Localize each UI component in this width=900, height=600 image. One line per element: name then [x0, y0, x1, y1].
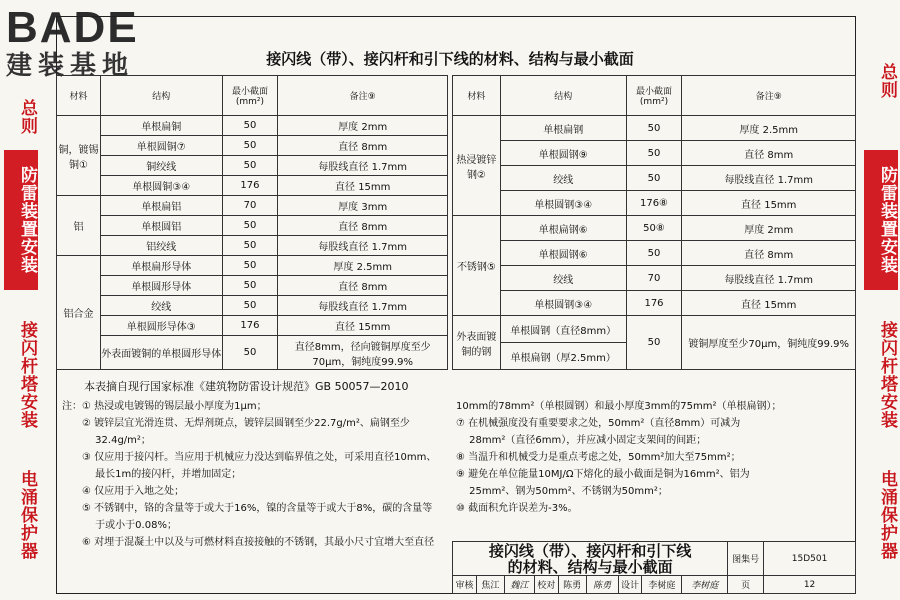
header-structure: 结构	[100, 76, 222, 116]
remark-cell: 直径 8mm	[278, 216, 448, 236]
right-material-table	[452, 75, 856, 370]
remark-cell: 厚度 2.5mm	[278, 256, 448, 276]
area-cell: 50	[626, 316, 682, 370]
review-label: 审核	[453, 576, 477, 594]
material-cell: 铝	[57, 196, 101, 256]
remark-cell: 直径 8mm	[682, 241, 856, 266]
area-cell: 50	[222, 256, 278, 276]
remark-cell: 直径 15mm	[278, 316, 448, 336]
area-cell: 176	[222, 316, 278, 336]
structure-cell: 单根圆钢③④	[500, 191, 626, 216]
structure-cell: 单根圆形导体	[100, 276, 222, 296]
notes-left	[62, 398, 436, 551]
remark-cell: 厚度 2mm	[278, 116, 448, 136]
side-tab-left-rod-tower[interactable]: 接闪杆塔安装	[17, 321, 37, 429]
remark-cell: 镀铜厚度至少70μm，铜纯度99.9%	[682, 316, 856, 370]
remark-cell: 每股线直径 1.7mm	[682, 166, 856, 191]
area-cell: 50⑧	[626, 216, 682, 241]
area-cell: 176	[222, 176, 278, 196]
atlas-number: 15D501	[764, 542, 856, 576]
note-line: ③ 仅应用于接闪杆。当应用于机械应力没达到临界值之处，可采用直径10mm、	[62, 452, 437, 463]
structure-cell: 绞线	[500, 266, 626, 291]
area-cell: 50	[222, 336, 278, 370]
structure-cell: 单根扁形导体	[100, 256, 222, 276]
header-structure: 结构	[500, 76, 626, 116]
structure-cell: 单根扁铝	[100, 196, 222, 216]
drawing-title-line2: 的材料、结构与最小截面	[507, 557, 673, 576]
area-cell: 176⑧	[626, 191, 682, 216]
side-tab-right-lightning-install[interactable]: 防雷装置安装	[864, 150, 898, 290]
area-cell: 70	[222, 196, 278, 216]
area-cell: 50	[626, 141, 682, 166]
area-cell: 50	[222, 216, 278, 236]
drawing-title-line1: 接闪线（带）、接闪杆和引下线	[488, 541, 692, 560]
page-title: 接闪线（带）、接闪杆和引下线的材料、结构与最小截面	[266, 50, 634, 68]
area-cell: 176	[626, 291, 682, 316]
note-line: ② 镀锌层宜光滑连贯、无焊剂斑点，镀锌层圆钢至少22.7g/m²、扁钢至少	[62, 418, 410, 429]
logo-brand: BADE	[6, 3, 139, 52]
note-line: 28mm²（直径6mm），并应减小固定支架间的间距；	[456, 435, 707, 446]
designer-signature: 李树庭	[682, 576, 728, 594]
structure-cell: 单根圆钢（直径8mm）	[500, 316, 626, 343]
note-line: ④ 仅应用于入地之处；	[62, 486, 185, 497]
remark-cell: 厚度 2.5mm	[682, 116, 856, 141]
remark-cell: 直径 8mm	[278, 136, 448, 156]
structure-cell: 单根圆形导体③	[100, 316, 222, 336]
title-block	[452, 541, 856, 594]
page-number: 12	[764, 576, 856, 594]
note-line: 最长1m的接闪杆，并增加固定；	[62, 469, 242, 480]
note-line: ⑧ 当温升和机械受力是重点考虑之处，50mm²加大至75mm²；	[456, 452, 741, 463]
header-material: 材料	[57, 76, 101, 116]
source-note: 本表摘自现行国家标准《建筑物防雷设计规范》GB 50057—2010	[84, 380, 409, 393]
remark-cell: 每股线直径 1.7mm	[682, 266, 856, 291]
remark-cell: 直径 8mm	[278, 276, 448, 296]
notes-right	[456, 398, 781, 517]
structure-cell: 单根圆钢⑨	[500, 141, 626, 166]
note-line: ⑩ 截面积允许误差为-3%。	[456, 503, 578, 514]
structure-cell: 单根圆铝	[100, 216, 222, 236]
area-cell: 70	[626, 266, 682, 291]
page-label: 页	[728, 576, 764, 594]
side-tab-left-general[interactable]: 总则	[17, 99, 37, 135]
remark-cell: 直径8mm，径向镀铜厚度至少70μm，铜纯度99.9%	[278, 336, 448, 370]
structure-cell: 绞线	[100, 296, 222, 316]
structure-cell: 单根圆铜⑦	[100, 136, 222, 156]
proofer-name: 陈勇	[558, 576, 586, 594]
header-min-area: 最小截面 (mm²)	[626, 76, 682, 116]
note-line: 25mm²、钢为50mm²、不锈钢为50mm²；	[456, 486, 668, 497]
design-label: 设计	[618, 576, 642, 594]
material-cell: 铝合金	[57, 256, 101, 370]
drawing-title	[453, 542, 728, 576]
remark-cell: 直径 15mm	[278, 176, 448, 196]
area-cell: 50	[222, 276, 278, 296]
structure-cell: 单根圆钢⑥	[500, 241, 626, 266]
remark-cell: 每股线直径 1.7mm	[278, 236, 448, 256]
area-cell: 50	[222, 296, 278, 316]
header-remark: 备注⑨	[278, 76, 448, 116]
note-line: ⑤ 不锈钢中，铬的含量等于或大于16%，镍的含量等于或大于8%，碳的含量等	[62, 503, 433, 514]
side-tab-right-general[interactable]: 总则	[877, 63, 897, 99]
remark-cell: 直径 8mm	[682, 141, 856, 166]
remark-cell: 厚度 2mm	[682, 216, 856, 241]
structure-cell: 铝绞线	[100, 236, 222, 256]
remark-cell: 每股线直径 1.7mm	[278, 156, 448, 176]
header-remark: 备注⑨	[682, 76, 856, 116]
note-line: ⑨ 避免在单位能量10MJ/Ω下熔化的最小截面是铜为16mm²、铝为	[456, 469, 750, 480]
remark-cell: 直径 15mm	[682, 291, 856, 316]
structure-cell: 铜绞线	[100, 156, 222, 176]
reviewer-signature: 魏江	[504, 576, 534, 594]
remark-cell: 每股线直径 1.7mm	[278, 296, 448, 316]
reviewer-name: 焦江	[476, 576, 504, 594]
remark-cell: 直径 15mm	[682, 191, 856, 216]
area-cell: 50	[222, 156, 278, 176]
structure-cell: 单根扁铜	[100, 116, 222, 136]
structure-cell: 单根圆钢③④	[500, 291, 626, 316]
side-tab-right-rod-tower[interactable]: 接闪杆塔安装	[877, 321, 897, 429]
material-cell: 不锈钢⑤	[453, 216, 501, 316]
header-min-area: 最小截面 (mm²)	[222, 76, 278, 116]
material-cell: 铜，镀锡铜①	[57, 116, 101, 196]
header-material: 材料	[453, 76, 501, 116]
area-cell: 50	[222, 136, 278, 156]
side-tab-left-surge-protector[interactable]: 电涌保护器	[17, 470, 37, 560]
remark-cell: 厚度 3mm	[278, 196, 448, 216]
structure-cell: 单根扁钢（厚2.5mm）	[500, 343, 626, 370]
designer-name: 李树庭	[642, 576, 682, 594]
material-cell: 热浸镀锌钢②	[453, 116, 501, 216]
side-tab-left-lightning-install[interactable]: 防雷装置安装	[4, 150, 38, 290]
note-line: 注：① 热浸或电镀锡的锡层最小厚度为1μm；	[62, 401, 267, 412]
area-cell: 50	[626, 166, 682, 191]
material-cell: 外表面镀铜的钢	[453, 316, 501, 370]
side-tab-right-surge-protector[interactable]: 电涌保护器	[877, 470, 897, 560]
note-line: 32.4g/m²；	[62, 435, 151, 446]
structure-cell: 单根扁钢	[500, 116, 626, 141]
atlas-label: 图集号	[728, 542, 764, 576]
structure-cell: 单根圆铜③④	[100, 176, 222, 196]
note-line: ⑥ 对埋于混凝土中以及与可燃材料直接接触的不锈钢，其最小尺寸宜增大至直径	[62, 537, 435, 548]
logo-subtitle: 建装基地	[6, 51, 135, 81]
proofer-signature: 陈勇	[586, 576, 618, 594]
area-cell: 50	[222, 236, 278, 256]
left-material-table	[56, 75, 448, 370]
area-cell: 50	[626, 116, 682, 141]
structure-cell: 绞线	[500, 166, 626, 191]
area-cell: 50	[626, 241, 682, 266]
note-line: ⑦ 在机械强度没有重要要求之处，50mm²（直径8mm）可减为	[456, 418, 741, 429]
structure-cell: 外表面镀铜的单根圆形导体	[100, 336, 222, 370]
proof-label: 校对	[534, 576, 558, 594]
note-line: 于或小于0.08%；	[62, 520, 177, 531]
area-cell: 50	[222, 116, 278, 136]
structure-cell: 单根扁钢⑥	[500, 216, 626, 241]
note-line: 10mm的78mm²（单根圆钢）和最小厚度3mm的75mm²（单根扁钢）；	[456, 401, 782, 412]
